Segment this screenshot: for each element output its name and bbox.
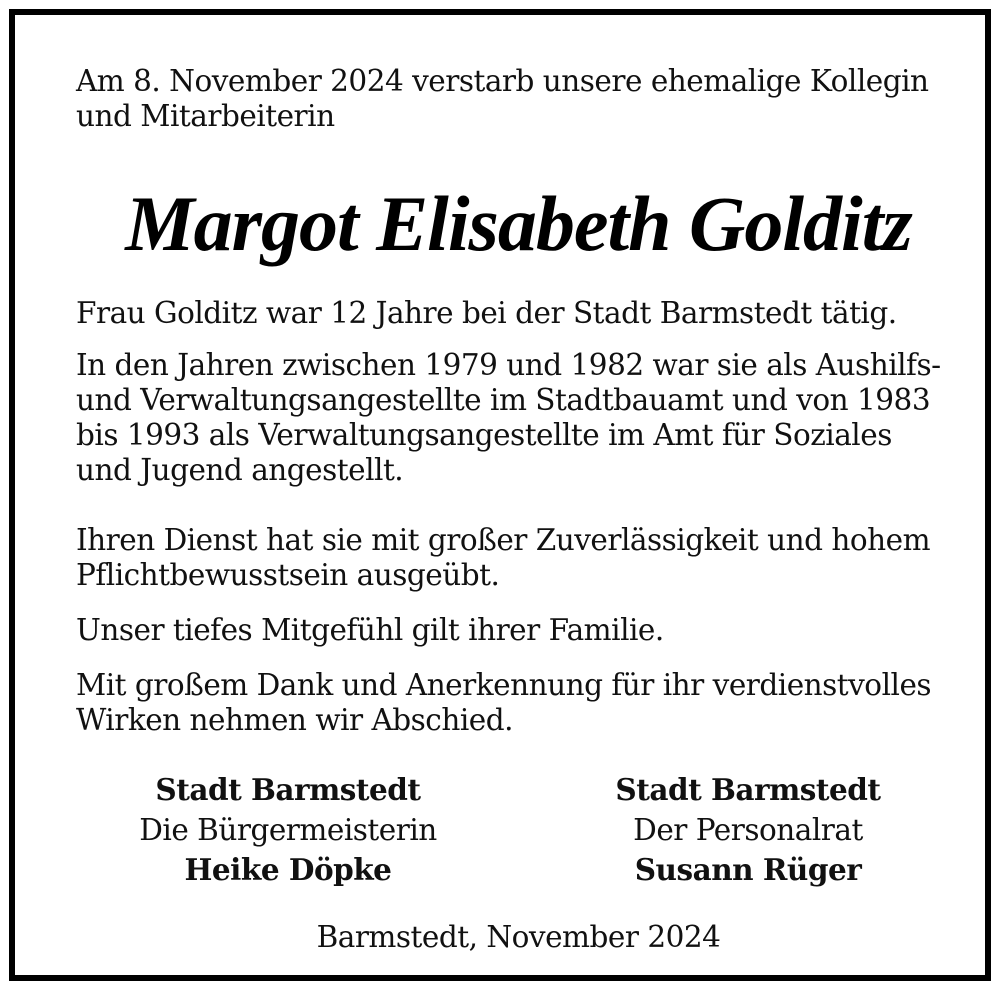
signature-organization: Stadt Barmstedt (615, 772, 881, 807)
signature-person: Heike Döpke (184, 852, 392, 887)
signature-role: Die Bürgermeisterin (139, 813, 437, 847)
paragraph-line: Unser tiefes Mitgefühl gilt ihrer Familie. (76, 613, 664, 647)
intro-line: Am 8. November 2024 verstarb unsere ehemalige Kollegin (76, 64, 929, 98)
paragraph-line: Frau Golditz war 12 Jahre bei der Stadt Barmstedt tätig. (76, 296, 897, 330)
signature-staff-council (563, 770, 933, 890)
paragraph-employment-history (76, 348, 961, 488)
paragraph-line: Pflichtbewusstsein ausgeübt. (76, 558, 500, 592)
intro-line: und Mitarbeiterin (76, 99, 335, 133)
paragraph-line: Wirken nehmen wir Abschied. (76, 703, 513, 737)
paragraph-service-years (76, 296, 961, 331)
deceased-name: Margot Elisabeth Golditz (125, 180, 912, 267)
paragraph-line: In den Jahren zwischen 1979 und 1982 war sie als Aushilfs- (76, 348, 941, 382)
paragraph-line: und Verwaltungsangestellte im Stadtbauamt und von 1983 (76, 383, 931, 417)
paragraph-line: und Jugend angestellt. (76, 453, 404, 487)
signature-person: Susann Rüger (634, 852, 862, 887)
paragraph-line: Mit großem Dank und Anerkennung für ihr verdienstvolles (76, 668, 932, 702)
place-date: Barmstedt, November 2024 (316, 920, 721, 954)
signature-role: Der Personalrat (633, 813, 863, 847)
obituary-frame (9, 9, 991, 981)
paragraph-line: bis 1993 als Verwaltungsangestellte im Amt für Soziales (76, 418, 892, 452)
signature-mayor (103, 770, 473, 890)
paragraph-line: Ihren Dienst hat sie mit großer Zuverlässigkeit und hohem (76, 523, 931, 557)
paragraph-farewell (76, 668, 961, 738)
signature-organization: Stadt Barmstedt (155, 772, 421, 807)
paragraph-condolences (76, 613, 961, 648)
intro-text (76, 64, 961, 134)
paragraph-service-quality (76, 523, 961, 593)
